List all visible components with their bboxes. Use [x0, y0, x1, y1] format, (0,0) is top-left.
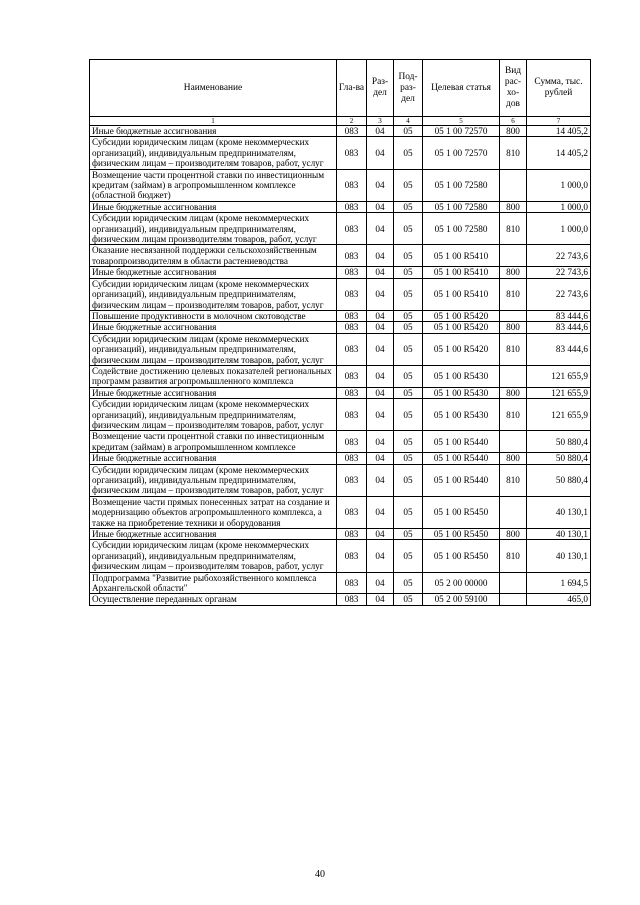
row-razdel: 04 [367, 169, 394, 201]
header-sum: Сумма, тыс. рублей [527, 60, 591, 117]
row-podrazdel: 05 [394, 201, 423, 212]
row-glava: 083 [337, 453, 367, 464]
row-name: Иные бюджетные ассигнования [90, 387, 337, 398]
table-row [90, 387, 591, 398]
row-razdel: 04 [367, 322, 394, 333]
table-row [90, 365, 591, 387]
table-row [90, 464, 591, 496]
row-podrazdel: 05 [394, 169, 423, 201]
column-number: 5 [423, 117, 500, 126]
row-sum: 50 880,4 [527, 453, 591, 464]
row-glava: 083 [337, 431, 367, 453]
table-row [90, 399, 591, 431]
row-name: Субсидии юридическим лицам (кроме некоммерческих организаций), индивидуальным предпринимателям, физическим лицам – производителям товаров, работ, услуг [90, 278, 337, 310]
row-target: 05 1 00 R5430 [423, 399, 500, 431]
row-target: 05 1 00 R5440 [423, 453, 500, 464]
row-razdel: 04 [367, 245, 394, 267]
row-razdel: 04 [367, 365, 394, 387]
header-podrazdel: Под-раз-дел [394, 60, 423, 117]
row-glava: 083 [337, 572, 367, 594]
table-row [90, 453, 591, 464]
table-row [90, 278, 591, 310]
row-glava: 083 [337, 464, 367, 496]
row-podrazdel: 05 [394, 137, 423, 169]
table-row [90, 310, 591, 321]
row-vid: 800 [500, 126, 527, 137]
row-podrazdel: 05 [394, 310, 423, 321]
row-glava: 083 [337, 540, 367, 572]
row-target: 05 1 00 R5440 [423, 431, 500, 453]
column-number: 4 [394, 117, 423, 126]
row-vid: 800 [500, 322, 527, 333]
column-number: 1 [90, 117, 337, 126]
row-vid: 800 [500, 267, 527, 278]
row-razdel: 04 [367, 333, 394, 365]
row-podrazdel: 05 [394, 322, 423, 333]
column-number: 6 [500, 117, 527, 126]
row-target: 05 1 00 R5450 [423, 540, 500, 572]
row-sum: 22 743,6 [527, 278, 591, 310]
row-glava: 083 [337, 399, 367, 431]
row-name: Иные бюджетные ассигнования [90, 126, 337, 137]
row-podrazdel: 05 [394, 572, 423, 594]
row-glava: 083 [337, 529, 367, 540]
row-glava: 083 [337, 387, 367, 398]
row-vid: 800 [500, 201, 527, 212]
row-vid [500, 431, 527, 453]
row-glava: 083 [337, 169, 367, 201]
row-sum: 121 655,9 [527, 387, 591, 398]
row-target: 05 1 00 R5410 [423, 278, 500, 310]
row-target: 05 1 00 72570 [423, 137, 500, 169]
row-sum: 121 655,9 [527, 365, 591, 387]
row-target: 05 1 00 72570 [423, 126, 500, 137]
row-vid: 800 [500, 529, 527, 540]
row-target: 05 2 00 59100 [423, 594, 500, 605]
row-name: Иные бюджетные ассигнования [90, 322, 337, 333]
row-sum: 1 000,0 [527, 201, 591, 212]
row-vid [500, 365, 527, 387]
row-glava: 083 [337, 333, 367, 365]
table-row [90, 572, 591, 594]
row-name: Иные бюджетные ассигнования [90, 453, 337, 464]
row-vid [500, 169, 527, 201]
header-glava: Гла-ва [337, 60, 367, 117]
table-row [90, 245, 591, 267]
row-podrazdel: 05 [394, 496, 423, 528]
row-sum: 465,0 [527, 594, 591, 605]
row-target: 05 1 00 72580 [423, 213, 500, 245]
row-sum: 40 130,1 [527, 529, 591, 540]
row-razdel: 04 [367, 126, 394, 137]
row-razdel: 04 [367, 399, 394, 431]
row-name: Иные бюджетные ассигнования [90, 267, 337, 278]
table-row [90, 213, 591, 245]
row-target: 05 1 00 R5410 [423, 245, 500, 267]
header-name: Наименование [90, 60, 337, 117]
row-sum: 14 405,2 [527, 126, 591, 137]
row-razdel: 04 [367, 267, 394, 278]
row-razdel: 04 [367, 387, 394, 398]
column-number: 7 [527, 117, 591, 126]
row-razdel: 04 [367, 496, 394, 528]
row-sum: 40 130,1 [527, 540, 591, 572]
row-name: Иные бюджетные ассигнования [90, 529, 337, 540]
row-sum: 22 743,6 [527, 267, 591, 278]
row-podrazdel: 05 [394, 540, 423, 572]
row-glava: 083 [337, 201, 367, 212]
row-vid: 800 [500, 387, 527, 398]
table-row [90, 322, 591, 333]
row-sum: 1 000,0 [527, 213, 591, 245]
row-target: 05 1 00 72580 [423, 201, 500, 212]
row-glava: 083 [337, 213, 367, 245]
row-target: 05 1 00 R5420 [423, 322, 500, 333]
row-razdel: 04 [367, 540, 394, 572]
row-sum: 50 880,4 [527, 464, 591, 496]
row-sum: 40 130,1 [527, 496, 591, 528]
row-vid [500, 496, 527, 528]
row-vid: 810 [500, 399, 527, 431]
header-target: Целевая статья [423, 60, 500, 117]
row-sum: 22 743,6 [527, 245, 591, 267]
row-podrazdel: 05 [394, 365, 423, 387]
row-razdel: 04 [367, 278, 394, 310]
row-name: Возмещение части процентной ставки по инвестиционным кредитам (займам) в агропромышленном комплексе (областной бюджет) [90, 169, 337, 201]
row-target: 05 1 00 R5450 [423, 496, 500, 528]
column-number: 3 [367, 117, 394, 126]
row-name: Возмещение части прямых понесенных затрат на создание и модернизацию объектов агропромышленного комплекса, а также на приобретение техники и оборудования [90, 496, 337, 528]
row-glava: 083 [337, 322, 367, 333]
header-row [90, 60, 591, 117]
table-row [90, 137, 591, 169]
row-target: 05 1 00 R5430 [423, 365, 500, 387]
row-glava: 083 [337, 594, 367, 605]
table-row [90, 267, 591, 278]
row-podrazdel: 05 [394, 267, 423, 278]
row-target: 05 1 00 72580 [423, 169, 500, 201]
row-name: Подпрограмма "Развитие рыбохозяйственного комплекса Архангельской области" [90, 572, 337, 594]
row-vid [500, 594, 527, 605]
row-target: 05 1 00 R5420 [423, 333, 500, 365]
row-sum: 83 444,6 [527, 333, 591, 365]
row-podrazdel: 05 [394, 333, 423, 365]
row-razdel: 04 [367, 453, 394, 464]
row-vid: 810 [500, 333, 527, 365]
table-row [90, 496, 591, 528]
row-razdel: 04 [367, 572, 394, 594]
row-razdel: 04 [367, 529, 394, 540]
row-glava: 083 [337, 137, 367, 169]
row-target: 05 1 00 R5440 [423, 464, 500, 496]
row-glava: 083 [337, 310, 367, 321]
row-vid [500, 572, 527, 594]
row-sum: 83 444,6 [527, 310, 591, 321]
row-razdel: 04 [367, 201, 394, 212]
row-podrazdel: 05 [394, 213, 423, 245]
row-vid [500, 245, 527, 267]
row-vid: 810 [500, 137, 527, 169]
row-glava: 083 [337, 126, 367, 137]
header-vid: Вид рас-хо-дов [500, 60, 527, 117]
row-vid: 810 [500, 464, 527, 496]
row-name: Иные бюджетные ассигнования [90, 201, 337, 212]
row-sum: 50 880,4 [527, 431, 591, 453]
table-row [90, 333, 591, 365]
row-glava: 083 [337, 278, 367, 310]
row-name: Субсидии юридическим лицам (кроме некоммерческих организаций), индивидуальным предпринимателям, физическим лицам – производителям товаров, работ, услуг [90, 333, 337, 365]
row-target: 05 1 00 R5430 [423, 387, 500, 398]
row-target: 05 1 00 R5420 [423, 310, 500, 321]
row-vid: 810 [500, 213, 527, 245]
row-sum: 83 444,6 [527, 322, 591, 333]
row-razdel: 04 [367, 213, 394, 245]
row-glava: 083 [337, 496, 367, 528]
row-sum: 1 000,0 [527, 169, 591, 201]
row-podrazdel: 05 [394, 278, 423, 310]
row-podrazdel: 05 [394, 594, 423, 605]
row-podrazdel: 05 [394, 399, 423, 431]
table-row [90, 431, 591, 453]
column-number-row [90, 117, 591, 126]
row-razdel: 04 [367, 594, 394, 605]
row-podrazdel: 05 [394, 453, 423, 464]
row-sum: 1 694,5 [527, 572, 591, 594]
header-razdel: Раз-дел [367, 60, 394, 117]
page-number: 40 [315, 869, 325, 880]
row-name: Субсидии юридическим лицам (кроме некоммерческих организаций), индивидуальным предпринимателям, физическим лицам – производителям товаров, работ, услуг [90, 540, 337, 572]
row-podrazdel: 05 [394, 464, 423, 496]
row-name: Повышение продуктивности в молочном скотоводстве [90, 310, 337, 321]
row-sum: 121 655,9 [527, 399, 591, 431]
row-name: Осуществление переданных органам [90, 594, 337, 605]
table-row [90, 201, 591, 212]
table-row [90, 169, 591, 201]
table-row [90, 126, 591, 137]
row-name: Субсидии юридическим лицам (кроме некоммерческих организаций), индивидуальным предпринимателям, физическим лицам – производителям товаров, работ, услуг [90, 137, 337, 169]
row-glava: 083 [337, 245, 367, 267]
table-row [90, 529, 591, 540]
column-number: 2 [337, 117, 367, 126]
row-target: 05 1 00 R5410 [423, 267, 500, 278]
row-sum: 14 405,2 [527, 137, 591, 169]
table-row [90, 540, 591, 572]
row-podrazdel: 05 [394, 387, 423, 398]
row-vid: 810 [500, 278, 527, 310]
row-name: Содействие достижению целевых показателей региональных программ развития агропромышленного комплекса [90, 365, 337, 387]
row-razdel: 04 [367, 310, 394, 321]
row-podrazdel: 05 [394, 245, 423, 267]
row-razdel: 04 [367, 137, 394, 169]
table-body [90, 117, 591, 606]
row-podrazdel: 05 [394, 431, 423, 453]
row-vid [500, 310, 527, 321]
row-podrazdel: 05 [394, 126, 423, 137]
row-name: Субсидии юридическим лицам (кроме некоммерческих организаций), индивидуальным предпринимателям, физическим лицам – производителям товаров, работ, услуг [90, 464, 337, 496]
row-name: Оказание несвязанной поддержки сельскохозяйственным товаропроизводителям в области растениеводства [90, 245, 337, 267]
row-name: Возмещение части процентной ставки по инвестиционным кредитам (займам) в агропромышленном комплексе [90, 431, 337, 453]
row-name: Субсидии юридическим лицам (кроме некоммерческих организаций), индивидуальным предпринимателям, физическим лицам производителям товаров, работ, услуг [90, 213, 337, 245]
row-vid: 810 [500, 540, 527, 572]
row-name: Субсидии юридическим лицам (кроме некоммерческих организаций), индивидуальным предпринимателям, физическим лицам – производителям товаров, работ, услуг [90, 399, 337, 431]
row-glava: 083 [337, 365, 367, 387]
row-vid: 800 [500, 453, 527, 464]
row-razdel: 04 [367, 431, 394, 453]
row-glava: 083 [337, 267, 367, 278]
row-target: 05 2 00 00000 [423, 572, 500, 594]
row-podrazdel: 05 [394, 529, 423, 540]
row-target: 05 1 00 R5450 [423, 529, 500, 540]
table-row [90, 594, 591, 605]
budget-table [89, 59, 591, 606]
row-razdel: 04 [367, 464, 394, 496]
